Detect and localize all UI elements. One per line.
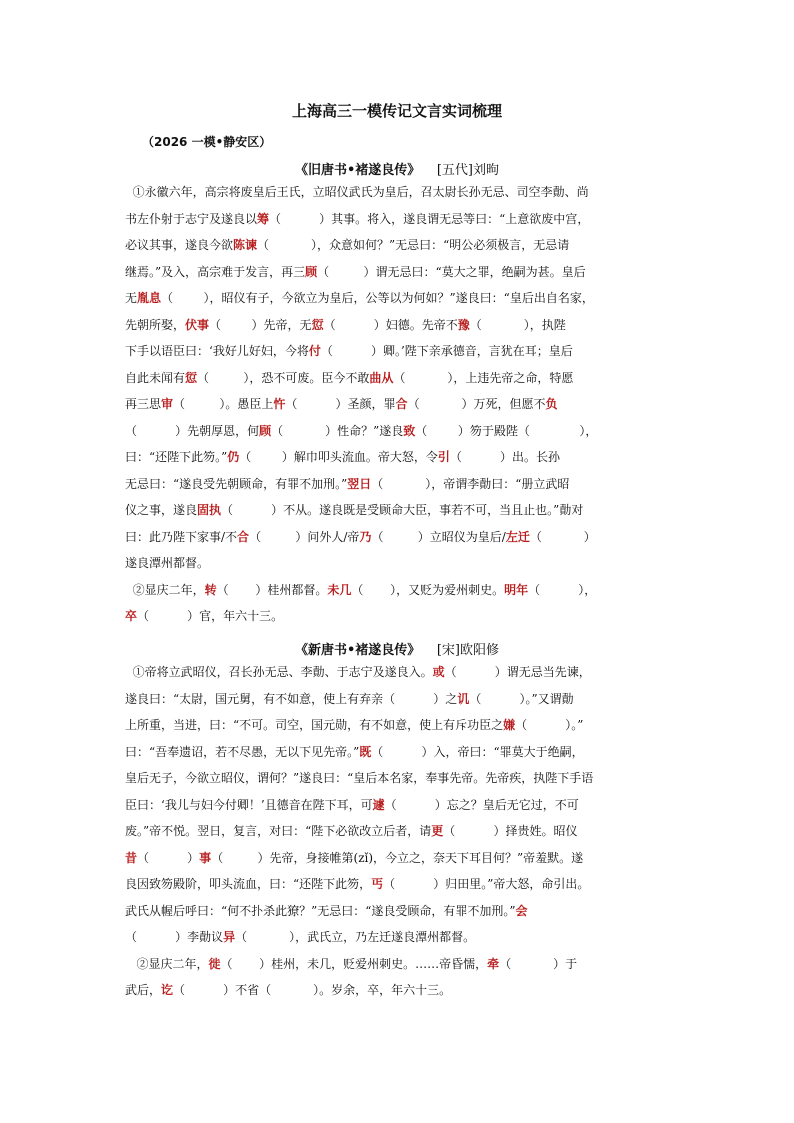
passage-text: （ ）于 xyxy=(499,956,578,971)
keyword: 豫 xyxy=(457,317,470,332)
passage-text: （ ）桂州都督。 xyxy=(216,582,328,597)
passage-line xyxy=(125,664,591,680)
keyword: 明年 xyxy=(504,582,529,597)
passage-text: 继焉。”及入，高宗难于发言，再三 xyxy=(125,264,306,279)
keyword: 徙 xyxy=(208,956,221,971)
exam-source: （2026 一模•静安区） xyxy=(142,135,272,149)
keyword: 丐 xyxy=(371,877,384,891)
passage-text: 再三思 xyxy=(125,397,162,411)
keyword: 左迁 xyxy=(505,529,530,544)
passage-line xyxy=(125,797,579,813)
passage-line xyxy=(125,903,528,919)
passage-text: （ ）。”又谓勣 xyxy=(469,691,574,706)
passage-line xyxy=(125,264,586,280)
keyword: 遽 xyxy=(372,797,385,812)
passage-text: （ ）择贵姓。昭仪 xyxy=(443,824,578,838)
book-title: 《新唐书•褚遂良传》 xyxy=(295,643,421,658)
passage-line xyxy=(125,770,593,786)
passage-text: 遂良潭州都督。 xyxy=(125,556,210,570)
keyword: 昔 xyxy=(125,850,138,865)
keyword: 引 xyxy=(437,450,450,464)
keyword: 愆 xyxy=(311,317,324,332)
passage-text: （ ） xyxy=(529,529,596,544)
passage-text: （ ），帝谓李勣曰：“册立武昭 xyxy=(371,476,570,491)
passage-text: （ ）官，年六十三。 xyxy=(137,609,284,623)
passage-text: （ ）归田里。”帝大怒，命引出。 xyxy=(383,877,590,891)
passage-line xyxy=(125,876,589,892)
passage-text: （ ），恐不可废。臣今不敢 xyxy=(197,370,370,385)
passage-line xyxy=(125,956,577,972)
passage-text: 遂良曰：“太尉，国元舅，有不如意，使上有弃亲（ ）之 xyxy=(125,691,458,706)
passage-text: （ ）笏于殿陛（ ）， xyxy=(415,423,598,438)
passage-text: （ ），上违先帝之命，特愿 xyxy=(393,370,574,385)
keyword: 或 xyxy=(432,665,445,679)
passage-text: （ ）不从。遂良既是受顾命大臣，事若不可，当且止也。”勣对 xyxy=(221,503,584,517)
keyword: 嫌 xyxy=(503,718,516,732)
passage-text: 先朝所娶， xyxy=(125,317,186,332)
passage-text: （ ），武氏立，乃左迁遂良潭州都督。 xyxy=(235,930,476,944)
passage-text: （ ）性命？”遂良 xyxy=(271,423,404,438)
author-label: [宋]欧阳修 xyxy=(436,643,499,658)
passage-text: （ ）圣颜，罪 xyxy=(285,397,396,411)
passage-text: （ ），昭仪有子，今欲立为皇后，公等以为何如？”遂良曰：“皇后出自名家， xyxy=(161,291,594,305)
passage-text: ②显庆二年， xyxy=(125,956,209,971)
passage-line xyxy=(125,370,573,386)
passage-text: ①永徽六年，高宗将废皇后王氏，立昭仪武氏为皇后，召太尉长孙无忌、司空李勣、尚 xyxy=(125,185,589,199)
passage-line xyxy=(125,929,475,945)
passage-line xyxy=(125,449,560,465)
keyword: 更 xyxy=(431,824,444,838)
passage-line xyxy=(125,502,583,518)
passage-text: （ ），众意如何？”无忌曰：“明公必须极言，无忌请 xyxy=(257,238,570,252)
passage-text: 仪之事，遂良 xyxy=(125,503,198,517)
section-heading-old-tang xyxy=(0,159,794,178)
passage-text: 皇后无子，今欲立昭仪，谓何？”遂良曰：“皇后本名家，奉事先帝。先帝疾，执陛下手语 xyxy=(125,771,594,785)
keyword: 未几 xyxy=(327,582,352,597)
passage-line xyxy=(125,184,589,200)
passage-text: （ ）出。长孙 xyxy=(449,450,560,464)
passage-text: （ ）。” xyxy=(515,718,584,732)
passage-text: 臣曰：‘我儿与妇今付卿！’且德音在陛下耳，可 xyxy=(125,797,373,812)
keyword: 曲从 xyxy=(369,370,394,385)
passage-line xyxy=(125,476,569,492)
passage-text: （ ）， xyxy=(528,582,597,597)
passage-line xyxy=(125,555,209,571)
book-title: 《旧唐书•褚遂良传》 xyxy=(295,163,421,178)
keyword: 审 xyxy=(161,397,174,411)
passage-line xyxy=(125,850,583,866)
keyword: 合 xyxy=(237,529,250,544)
keyword: 筹 xyxy=(257,211,270,226)
keyword: 卒 xyxy=(125,609,138,623)
passage-text: （ ）忘之？皇后无它过，不可 xyxy=(384,797,579,812)
keyword: 异 xyxy=(223,930,236,944)
passage-text: （ ）不省（ ）。岁余，卒，年六十三。 xyxy=(173,983,452,997)
passage-text: 曰：此乃陛下家事/不 xyxy=(125,529,238,544)
passage-text: （ ）解巾叩头流血。帝大怒，令 xyxy=(239,450,438,464)
passage-line xyxy=(125,343,573,359)
passage-text: 必议其事，遂良今欲 xyxy=(125,238,234,252)
keyword: 转 xyxy=(204,582,217,597)
passage-text: （ ），执陛 xyxy=(469,317,566,332)
passage-line xyxy=(125,211,589,227)
passage-line xyxy=(125,691,574,707)
passage-line xyxy=(125,317,566,333)
passage-line xyxy=(125,396,558,412)
passage-text: 武后， xyxy=(125,983,162,997)
passage-text: （ ）其事。将入，遂良谓无忌等曰：“上意欲废中宫， xyxy=(269,211,590,226)
passage-text: ①帝将立武昭仪，召长孙无忌、李勣、于志宁及遂良入。 xyxy=(125,665,433,679)
keyword: 陈谏 xyxy=(233,238,258,252)
passage-text: 上所重，当进，曰：“不可。司空，国元勋，有不如意，使上有斥功臣之 xyxy=(125,718,504,732)
keyword: 牵 xyxy=(487,956,500,971)
passage-text: （ ）卿。’陛下亲承德音，言犹在耳；皇后 xyxy=(320,344,573,358)
keyword: 讥 xyxy=(457,691,470,706)
passage-text: 曰：“还陛下此笏。” xyxy=(125,450,228,464)
passage-line xyxy=(125,982,451,998)
passage-text: （ ） xyxy=(137,850,200,865)
keyword: 讫 xyxy=(161,983,174,997)
passage-text: （ ）先朝厚恩，何 xyxy=(125,423,260,438)
section-heading-new-tang xyxy=(0,639,794,658)
passage-text: （ ）谓无忌曰：“莫大之罪，绝嗣为甚。皇后 xyxy=(317,264,586,279)
keyword: 会 xyxy=(515,903,528,918)
passage-text: （ ）妇德。先帝不 xyxy=(323,317,458,332)
passage-text: ②显庆二年， xyxy=(125,582,205,597)
keyword: 致 xyxy=(403,423,416,438)
passage-line xyxy=(125,823,577,839)
passage-text: （ ）桂州，未几，贬爱州刺史。……帝昏懦， xyxy=(220,956,488,971)
passage-text: （ ）先帝，无 xyxy=(209,317,312,332)
passage-text: （ ）李勣议 xyxy=(125,930,224,944)
keyword: 愆 xyxy=(185,370,198,385)
keyword: 合 xyxy=(395,397,408,411)
keyword: 事 xyxy=(199,850,212,865)
passage-line xyxy=(125,582,596,598)
passage-text: 良因致笏殿阶，叩头流血，曰：“还陛下此笏， xyxy=(125,877,372,891)
keyword: 付 xyxy=(308,344,321,358)
passage-line xyxy=(125,237,569,253)
keyword: 仍 xyxy=(227,450,240,464)
passage-line xyxy=(125,608,283,624)
passage-line xyxy=(125,744,584,760)
passage-text: 无忌曰：“遂良受先朝顾命，有罪不加刑。” xyxy=(125,476,348,491)
passage-text: 书左仆射于志宁及遂良以 xyxy=(125,211,258,226)
passage-text: 下手以语臣曰：‘我好儿好妇，今将 xyxy=(125,344,309,358)
page-title: 上海高三一模传记文言实词梳理 xyxy=(291,102,502,120)
passage-text: （ ），又贬为爱州刺史。 xyxy=(351,582,505,597)
passage-text: （ ）万死，但愿不 xyxy=(407,397,546,411)
passage-line xyxy=(125,290,594,306)
passage-text: （ ）问外人/帝 xyxy=(249,529,360,544)
passage-text: （ ）。愚臣上 xyxy=(173,397,274,411)
passage-line xyxy=(125,529,596,545)
passage-line xyxy=(125,423,597,439)
passage-text: 曰：“吾奉遗诏，若不尽愚，无以下见先帝。” xyxy=(125,744,360,759)
keyword: 胤息 xyxy=(137,291,162,305)
keyword: 翌日 xyxy=(347,476,372,491)
keyword: 固执 xyxy=(197,503,222,517)
author-label: [五代]刘昫 xyxy=(436,163,499,178)
passage-text: 武氏从幄后呼曰：“何不扑杀此獠？”无忌曰：“遂良受顾命，有罪不加刑。” xyxy=(125,903,516,918)
passage-text: 自此未闻有 xyxy=(125,370,186,385)
keyword: 负 xyxy=(545,397,558,411)
keyword: 忤 xyxy=(273,397,286,411)
passage-text: （ ）立昭仪为皇后/ xyxy=(371,529,506,544)
keyword: 顾 xyxy=(259,423,272,438)
keyword: 伏事 xyxy=(185,317,210,332)
keyword: 乃 xyxy=(359,529,372,544)
passage-text: 无 xyxy=(125,291,138,305)
keyword: 既 xyxy=(359,744,372,759)
passage-text: （ ）谓无忌当先谏， xyxy=(444,665,591,679)
passage-text: （ ）入，帝曰：“罪莫大于绝嗣， xyxy=(371,744,584,759)
keyword: 顾 xyxy=(305,264,318,279)
passage-text: （ ）先帝，身接帷第(zǐ)，今立之，奈天下耳目何？”帝羞默。遂 xyxy=(211,850,584,865)
passage-line xyxy=(125,717,583,733)
passage-text: 废。”帝不悦。翌日，复言，对曰：“陛下必欲改立后者，请 xyxy=(125,824,432,838)
